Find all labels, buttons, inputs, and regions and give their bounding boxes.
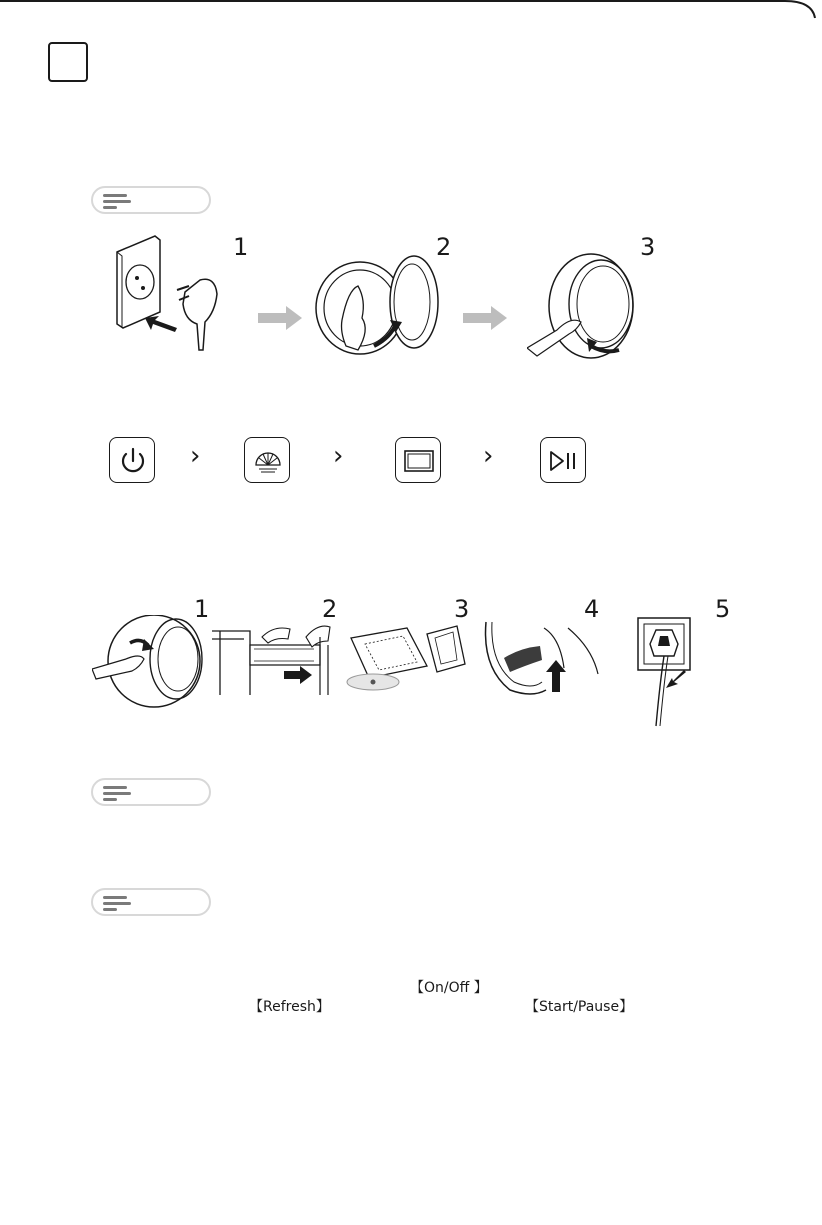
note-lines-icon: [103, 895, 133, 913]
step-number: 3: [640, 233, 656, 261]
display-button-icon: [395, 437, 441, 483]
chapter-number-box: [48, 42, 88, 82]
socket-plug-illustration: [105, 232, 235, 362]
door-close-illustration: [527, 250, 647, 365]
door-open-illustration: [92, 615, 210, 711]
filter-pull-illustration: [210, 615, 340, 701]
step-number: 1: [194, 595, 210, 623]
chevron-right-icon: ›: [190, 441, 201, 471]
step-number: 1: [233, 233, 249, 261]
plug-in-illustration: [630, 612, 700, 728]
note-pill-1: [91, 186, 211, 214]
filter-clean-illustration: [345, 620, 470, 692]
note-lines-icon: [103, 785, 133, 803]
gray-arrow-icon: [258, 306, 302, 330]
step-number: 4: [584, 595, 600, 623]
on-off-label: 【On/Off 】: [410, 980, 488, 996]
note-pill-3: [91, 888, 211, 916]
chevron-right-icon: ›: [483, 441, 494, 471]
note-lines-icon: [103, 193, 133, 211]
power-button-icon: [109, 437, 155, 483]
page-corner-line: [0, 0, 822, 20]
gray-arrow-icon: [463, 306, 507, 330]
filter-insert-illustration: [480, 618, 610, 698]
chevron-right-icon: ›: [333, 441, 344, 471]
step-number: 3: [454, 595, 470, 623]
step-number: 2: [436, 233, 452, 261]
step-number: 5: [715, 595, 731, 623]
door-wipe-illustration: [312, 250, 442, 362]
start-pause-button-icon: [540, 437, 586, 483]
start-pause-label: 【Start/Pause】: [525, 999, 634, 1015]
refresh-label: 【Refresh】: [249, 999, 330, 1015]
step-number: 2: [322, 595, 338, 623]
refresh-button-icon: [244, 437, 290, 483]
note-pill-2: [91, 778, 211, 806]
